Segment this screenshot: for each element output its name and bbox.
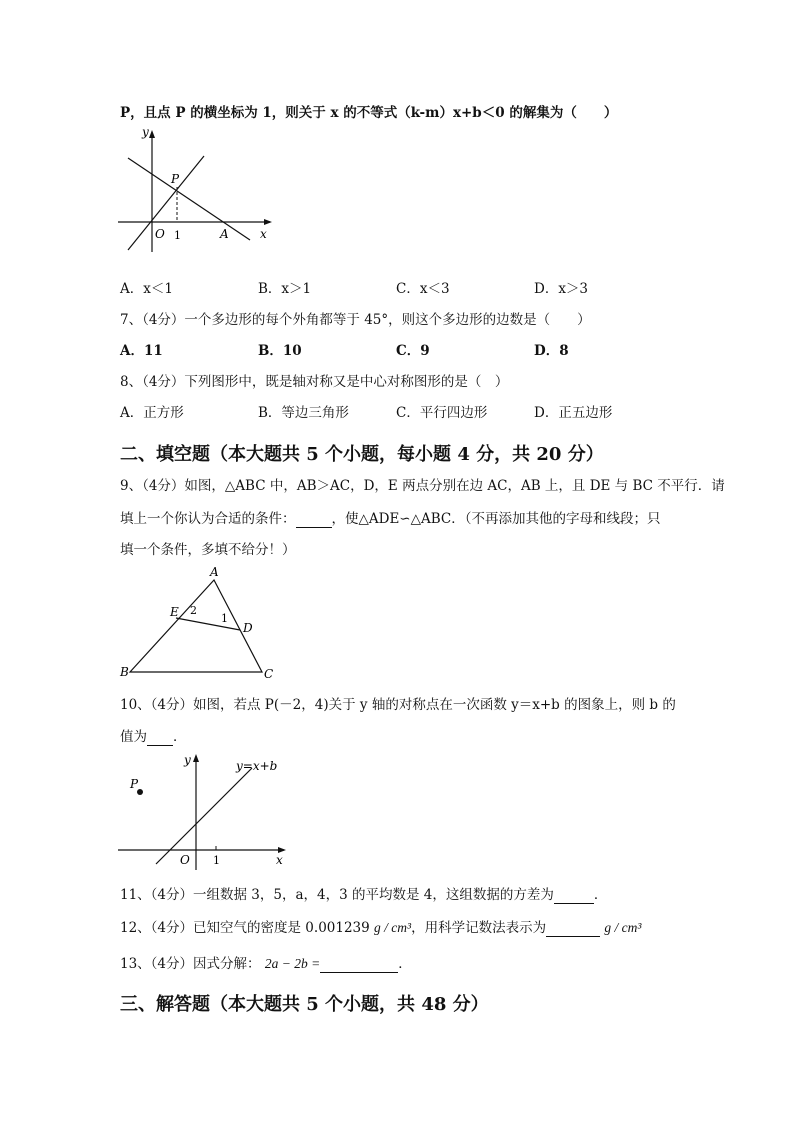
section-3-heading: 三、解答题（本大题共 5 个小题，共 48 分） xyxy=(120,994,489,1015)
q9-line-1: 9、（4分）如图，△ABC 中，AB＞AC，D，E 两点分别在边 AC，AB 上，且 DE 与 BC 不平行．请 xyxy=(120,478,725,494)
q13-expression: 2a − 2b = xyxy=(264,956,321,971)
q10-answer-blank[interactable] xyxy=(147,731,173,746)
origin-label: O xyxy=(155,227,165,241)
q7-option-a[interactable]: A．11 xyxy=(120,343,163,359)
q9-line-2-a: 填上一个你认为合适的条件： xyxy=(120,511,296,527)
q12-unit-2: g / cm³ xyxy=(604,920,642,935)
vertex-a-label: A xyxy=(210,565,219,579)
point-a-label: A xyxy=(220,227,229,241)
q12-answer-blank[interactable] xyxy=(546,922,600,937)
q6-option-c[interactable]: C．x＜3 xyxy=(396,281,450,297)
q7-option-d[interactable]: D．8 xyxy=(534,343,569,359)
q8-option-a[interactable]: A．正方形 xyxy=(120,405,184,421)
q7-option-c[interactable]: C．9 xyxy=(396,343,430,359)
q13-answer-blank[interactable] xyxy=(320,958,398,973)
q11-text: 11、（4分）一组数据 3，5，a，4，3 的平均数是 4，这组数据的方差为 xyxy=(120,887,554,903)
q9-line-2 xyxy=(120,510,661,528)
origin-label: O xyxy=(180,853,190,867)
q8-stem: 8、（4分）下列图形中，既是轴对称又是中心对称图形的是（ ） xyxy=(120,374,509,390)
x-axis-label: x xyxy=(276,853,283,867)
q9-answer-blank[interactable] xyxy=(296,513,332,528)
rising-line xyxy=(128,156,204,250)
point-d-label: D xyxy=(243,621,253,635)
q6-option-a[interactable]: A．x＜1 xyxy=(120,281,173,297)
tick-one-label: 1 xyxy=(174,229,181,242)
q6-figure xyxy=(118,124,278,254)
q8-option-d[interactable]: D．正五边形 xyxy=(534,405,613,421)
angle-2-label: 2 xyxy=(190,604,197,617)
line-equation-label: y=x+b xyxy=(236,759,278,773)
q12-unit: g / cm³ xyxy=(374,920,412,935)
section-2-heading: 二、填空题（本大题共 5 个小题，每小题 4 分，共 20 分） xyxy=(120,444,604,465)
x-axis-label: x xyxy=(260,227,267,241)
q8-option-b[interactable]: B．等边三角形 xyxy=(258,405,349,421)
q7-option-b[interactable]: B．10 xyxy=(258,343,302,359)
vertex-c-label: C xyxy=(264,667,274,681)
q12-line xyxy=(120,919,641,937)
y-axis-label: y xyxy=(184,753,191,767)
angle-1-label: 1 xyxy=(221,612,228,625)
q6-option-d[interactable]: D．x＞3 xyxy=(534,281,589,297)
q11-answer-blank[interactable] xyxy=(554,889,594,904)
point-p-label: P xyxy=(130,777,139,791)
q10-line-1: 10、（4分）如图，若点 P(－2，4)关于 y 轴的对称点在一次函数 y＝x+b 的图象上，则 b 的 xyxy=(120,697,676,713)
q6-option-b[interactable]: B．x＞1 xyxy=(258,281,312,297)
q10-figure xyxy=(118,752,293,872)
y-axis-label: y xyxy=(142,125,149,139)
q9-triangle-figure xyxy=(118,564,288,684)
point-e-label: E xyxy=(170,605,179,619)
q8-option-c[interactable]: C．平行四边形 xyxy=(396,405,488,421)
q7-stem: 7、（4分）一个多边形的每个外角都等于 45°，则这个多边形的边数是（ ） xyxy=(120,312,591,328)
q9-line-2-b: ，使△ADE∽△ABC．（不再添加其他的字母和线段；只 xyxy=(331,511,661,527)
q9-line-3: 填一个条件，多填不给分！） xyxy=(120,542,296,558)
q12-mid: ，用科学记数法表示为 xyxy=(411,920,547,936)
segment-de xyxy=(176,618,240,630)
q11-line: 11、（4分）一组数据 3，5，a，4，3 的平均数是 4，这组数据的方差为 ． xyxy=(120,887,608,903)
tick-one-label: 1 xyxy=(213,854,220,867)
q13-text: 13、（4分）因式分解： xyxy=(120,956,261,972)
q6-stem: P，且点 P 的横坐标为 1，则关于 x 的不等式（k-m）x+b＜0 的解集为（ ） xyxy=(120,105,618,121)
q13-line: 13、（4分）因式分解： 2a − 2b = ． xyxy=(120,956,412,972)
vertex-b-label: B xyxy=(120,665,129,679)
q10-line-2: 值为 ． xyxy=(120,729,187,745)
point-p-label: P xyxy=(171,172,180,186)
q12-text: 12、（4分）已知空气的密度是 0.001239 xyxy=(120,920,370,936)
q10-line-2-text: 值为 xyxy=(120,729,147,745)
